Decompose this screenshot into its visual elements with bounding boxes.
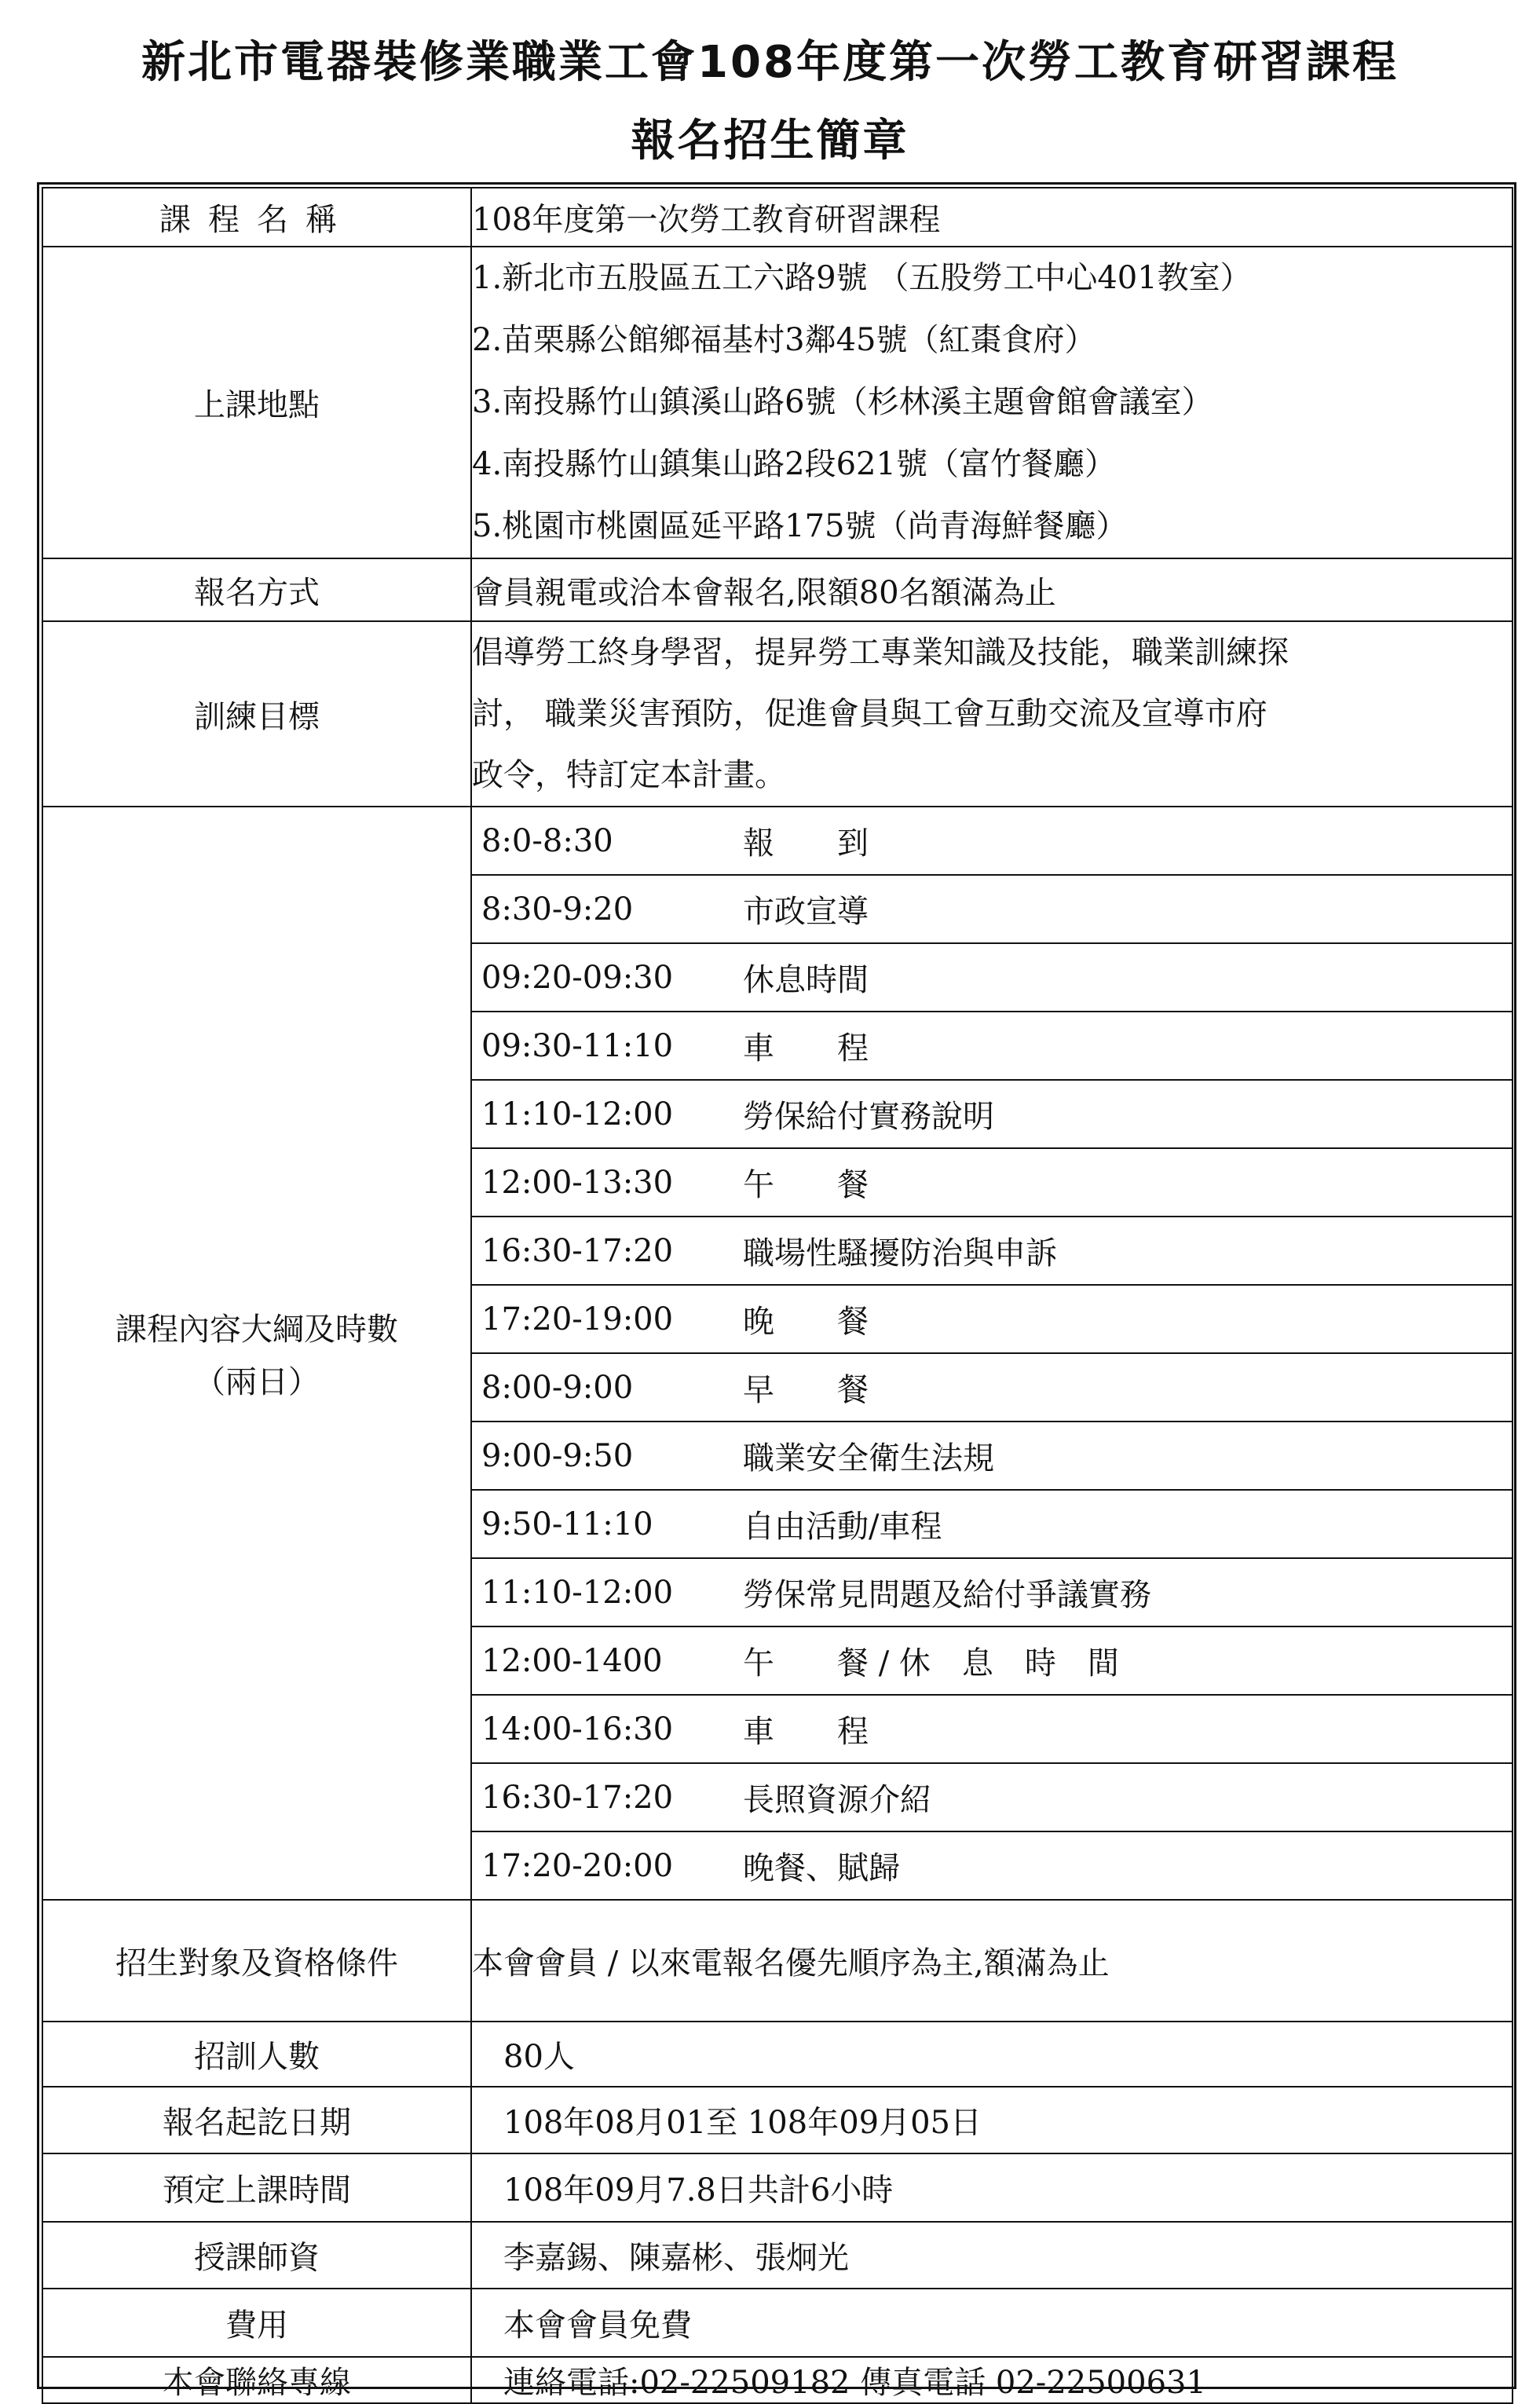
schedule-activity: 午 餐 / 休 息 時 間 (743, 1626, 1512, 1695)
schedule-time: 16:30-17:20 (472, 1217, 743, 1285)
schedule-activity: 市政宣導 (743, 875, 1512, 943)
schedule-row (472, 1422, 1512, 1490)
registration-method-label: 報名方式 (42, 558, 471, 621)
schedule-activity: 報 到 (743, 807, 1512, 875)
schedule-activity: 午 餐 (743, 1148, 1512, 1217)
schedule-row (472, 943, 1512, 1012)
schedule-row (472, 1831, 1512, 1899)
schedule-time: 8:30-9:20 (472, 875, 743, 943)
location-item: 4.南投縣竹山鎮集山路2段621號（富竹餐廳） (472, 446, 1116, 482)
registration-period-label: 報名起訖日期 (42, 2087, 471, 2153)
course-name-label: 課程名稱 (42, 188, 471, 247)
schedule-time: 12:00-13:30 (472, 1148, 743, 1217)
training-goal-label: 訓練目標 (42, 621, 471, 807)
schedule-row (472, 1148, 1512, 1217)
schedule-time: 09:20-09:30 (472, 943, 743, 1012)
headcount-value: 80人 (471, 2022, 1513, 2087)
schedule-activity: 晚餐、賦歸 (743, 1850, 900, 1886)
course-name-value: 108年度第一次勞工教育研習課程 (471, 188, 1513, 247)
instructors-value: 李嘉錫、陳嘉彬、張炯光 (471, 2222, 1513, 2289)
row-registration-period (42, 2087, 1513, 2153)
location-item: 3.南投縣竹山鎮溪山路6號（杉林溪主題會館會議室） (472, 384, 1213, 420)
schedule-row (472, 1695, 1512, 1763)
schedule-time: 8:00-9:00 (472, 1353, 743, 1422)
schedule-label (42, 807, 471, 1900)
schedule-time: 09:30-11:10 (472, 1012, 743, 1080)
class-time-value: 108年09月7.8日共計6小時 (471, 2153, 1513, 2222)
row-contact (42, 2357, 1513, 2403)
row-location (42, 247, 1513, 558)
schedule-activity: 車 程 (743, 1695, 1512, 1763)
fee-label: 費用 (42, 2289, 471, 2357)
location-label: 上課地點 (42, 247, 471, 558)
fee-value: 本會會員免費 (471, 2289, 1513, 2357)
eligibility-value: 本會會員 / 以來電報名優先順序為主,額滿為止 (471, 1900, 1513, 2022)
schedule-time: 17:20-19:00 (472, 1285, 743, 1353)
schedule-activity: 職場性騷擾防治與申訴 (743, 1217, 1512, 1285)
registration-method-value: 會員親電或洽本會報名,限額80名額滿為止 (471, 558, 1513, 621)
row-registration-method (42, 558, 1513, 621)
row-class-time (42, 2153, 1513, 2222)
row-headcount (42, 2022, 1513, 2087)
schedule-row (472, 807, 1512, 875)
schedule-row (472, 1353, 1512, 1422)
schedule-row (472, 875, 1512, 943)
schedule-time: 16:30-17:20 (472, 1763, 743, 1831)
schedule-row (472, 1490, 1512, 1558)
class-time-label: 預定上課時間 (42, 2153, 471, 2222)
schedule-label-text: 課程內容大綱及時數 (115, 1312, 398, 1348)
schedule-activity: 車 程 (743, 1012, 1512, 1080)
row-training-goal (42, 621, 1513, 807)
schedule-time: 14:00-16:30 (472, 1695, 743, 1763)
training-goal-line: 討， 職業災害預防，促進會員與工會互動交流及宣導市府 (472, 696, 1267, 732)
headcount-label: 招訓人數 (42, 2022, 471, 2087)
schedule-value (471, 807, 1513, 1900)
location-value (471, 247, 1513, 558)
contact-label: 本會聯絡專線 (42, 2357, 471, 2403)
location-item: 5.桃園市桃園區延平路175號（尚青海鮮餐廳） (472, 508, 1128, 544)
schedule-activity: 勞保常見問題及給付爭議實務 (743, 1558, 1512, 1626)
schedule-table (472, 807, 1512, 1899)
contact-value: 連絡電話:02-22509182 傳真電話 02-22500631 (471, 2357, 1513, 2403)
document-subtitle: 報名招生簡章 (631, 115, 909, 166)
schedule-time: 11:10-12:00 (472, 1080, 743, 1148)
registration-period-value: 108年08月01至 108年09月05日 (471, 2087, 1513, 2153)
schedule-row (472, 1558, 1512, 1626)
schedule-row (472, 1012, 1512, 1080)
schedule-row (472, 1080, 1512, 1148)
schedule-activity: 職業安全衛生法規 (743, 1422, 1512, 1490)
location-item: 1.新北市五股區五工六路9號 （五股勞工中心401教室） (472, 260, 1252, 296)
training-goal-value (471, 621, 1513, 807)
instructors-label: 授課師資 (42, 2222, 471, 2289)
schedule-time: 9:00-9:50 (472, 1422, 743, 1490)
schedule-row (472, 1626, 1512, 1695)
eligibility-label: 招生對象及資格條件 (42, 1900, 471, 2022)
training-goal-line: 倡導勞工終身學習，提昇勞工專業知識及技能，職業訓練探 (472, 635, 1289, 671)
row-instructors (42, 2222, 1513, 2289)
schedule-sublabel: （兩日） (194, 1364, 320, 1400)
enrollment-table (42, 187, 1513, 2404)
schedule-row (472, 1217, 1512, 1285)
training-goal-line: 政令，特訂定本計畫。 (472, 757, 786, 793)
schedule-activity: 晚 餐 (743, 1285, 1512, 1353)
location-item: 2.苗栗縣公館鄉福基村3鄰45號（紅棗食府） (472, 322, 1096, 358)
schedule-time: 12:00-1400 (472, 1626, 743, 1695)
schedule-activity: 早 餐 (743, 1353, 1512, 1422)
schedule-row (472, 1763, 1512, 1831)
row-fee (42, 2289, 1513, 2357)
schedule-time: 11:10-12:00 (472, 1558, 743, 1626)
row-schedule (42, 807, 1513, 1900)
schedule-row (472, 1285, 1512, 1353)
schedule-time: 17:20-20:00 (481, 1847, 674, 1884)
schedule-activity: 休息時間 (743, 943, 1512, 1012)
document-title: 新北市電器裝修業職業工會108年度第一次勞工教育研習課程 (141, 37, 1399, 88)
schedule-activity: 長照資源介紹 (743, 1763, 1512, 1831)
schedule-activity: 勞保給付實務說明 (743, 1080, 1512, 1148)
schedule-activity: 自由活動/車程 (743, 1490, 1512, 1558)
row-course-name (42, 188, 1513, 247)
schedule-time: 8:0-8:30 (472, 807, 743, 875)
schedule-time: 9:50-11:10 (472, 1490, 743, 1558)
row-eligibility (42, 1900, 1513, 2022)
